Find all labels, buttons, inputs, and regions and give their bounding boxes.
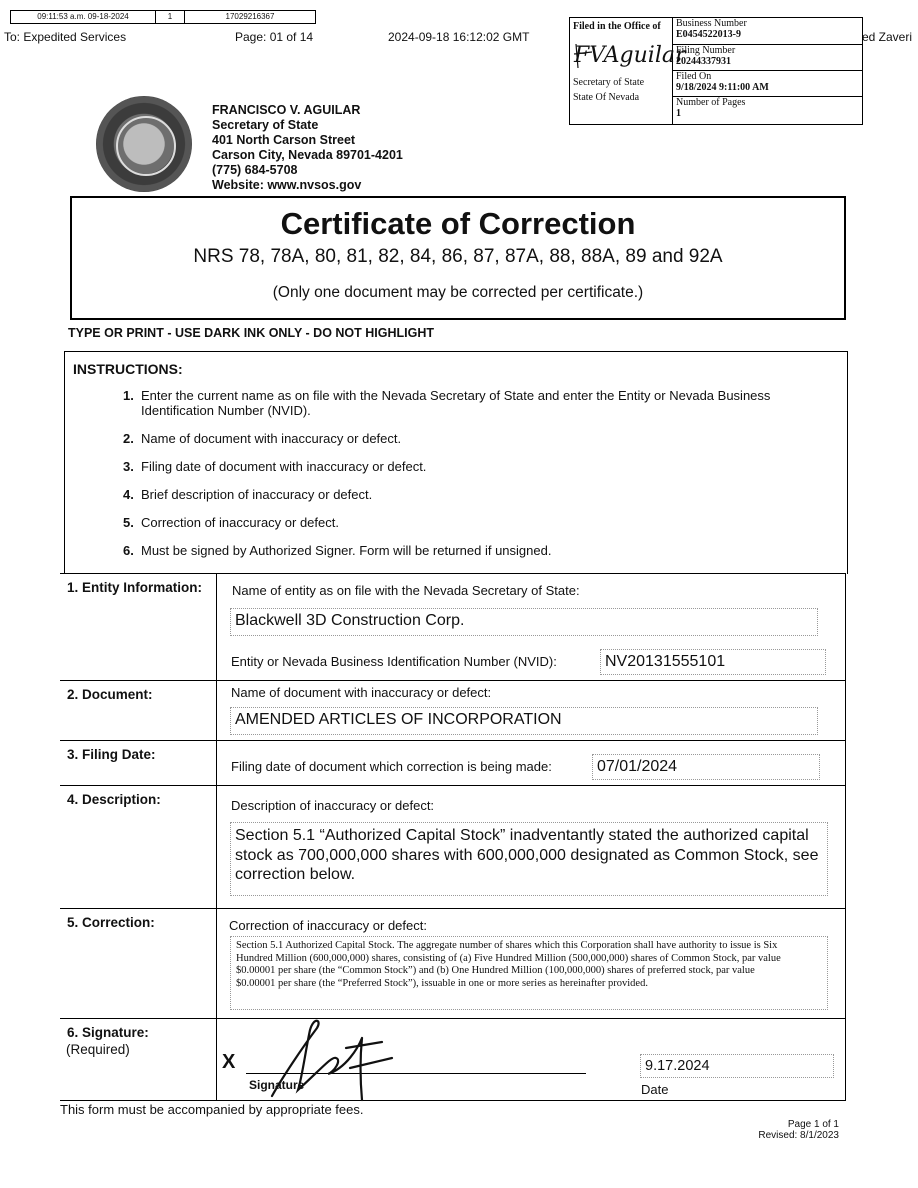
- filed-on-value: 9/18/2024 9:11:00 AM: [676, 82, 769, 93]
- description-field[interactable]: Section 5.1 “Authorized Capital Stock” inadventantly stated the authorized capital stock as 700,000,000 shares with 600,000,000 designated as Common Stock, see correction below.: [230, 822, 828, 896]
- instructions-box: [64, 351, 848, 574]
- instruction-text: Filing date of document with inaccuracy or defect.: [141, 459, 427, 474]
- office-website: Website: www.nvsos.gov: [212, 178, 362, 192]
- instruction-number: 5.: [123, 515, 134, 530]
- title-box: [70, 196, 846, 320]
- nvid-field[interactable]: NV20131555101: [600, 649, 826, 675]
- signature-line-label: Signature: [249, 1078, 305, 1092]
- filing-stamp: [569, 17, 863, 125]
- business-number-label: Business Number: [676, 18, 747, 29]
- instruction-number: 3.: [123, 459, 134, 474]
- entity-label: 1. Entity Information:: [67, 580, 202, 595]
- fees-note: This form must be accompanied by appropriate fees.: [60, 1102, 364, 1117]
- fax-to: To: Expedited Services: [4, 30, 127, 44]
- filed-on-label: Filed On: [676, 71, 712, 82]
- instruction-text: Must be signed by Authorized Signer. Form will be returned if unsigned.: [141, 543, 552, 558]
- stamp-state: State Of Nevada: [573, 92, 640, 103]
- stamp-filed-in: Filed in the Office of: [573, 21, 661, 32]
- signature-scribble-icon: [262, 1008, 402, 1104]
- page-title: Certificate of Correction: [280, 206, 636, 241]
- office-city: Carson City, Nevada 89701-4201: [212, 148, 403, 162]
- entity-name-field[interactable]: Blackwell 3D Construction Corp.: [230, 608, 818, 636]
- fax-from: ed Zaveri: [862, 30, 913, 44]
- entity-name-label: Name of entity as on file with the Nevada Secretary of State:: [232, 583, 580, 598]
- fax-time: 09:11:53 a.m. 09-18-2024: [10, 10, 156, 24]
- business-number-value: E0454522013-9: [676, 29, 741, 40]
- fax-page-number: 1: [155, 10, 185, 24]
- instruction-number: 6.: [123, 543, 134, 558]
- signature-date-label: Date: [641, 1082, 669, 1097]
- signature-date-field[interactable]: 9.17.2024: [640, 1054, 834, 1078]
- stamp-filing-number: [673, 45, 862, 71]
- secretary-signature-icon: [572, 36, 686, 72]
- instruction-number: 4.: [123, 487, 134, 502]
- correction-sub-label: Correction of inaccuracy or defect:: [229, 918, 427, 933]
- revised-date: Revised: 8/1/2023: [758, 1130, 839, 1141]
- office-title: Secretary of State: [212, 118, 319, 132]
- filing-date-field[interactable]: 07/01/2024: [592, 754, 820, 780]
- office-street: 401 North Carson Street: [212, 133, 356, 147]
- nrs-line: NRS 78, 78A, 80, 81, 82, 84, 86, 87, 87A, 88, 88A, 89 and 92A: [193, 246, 723, 267]
- filing-number-label: Filing Number: [676, 45, 736, 56]
- signature-required: (Required): [66, 1042, 130, 1057]
- description-sub-label: Description of inaccuracy or defect:: [231, 798, 435, 813]
- stamp-office: [570, 18, 686, 124]
- document-sub-label: Name of document with inaccuracy or defect:: [231, 685, 492, 700]
- type-print-note: TYPE OR PRINT - USE DARK INK ONLY - DO NOT HIGHLIGHT: [68, 326, 434, 340]
- instruction-text: Enter the current name as on file with the Nevada Secretary of State and enter the Entity or Nevada Business Identification Number (NVID).: [141, 388, 771, 418]
- filing-date-sub-label: Filing date of document which correction is being made:: [231, 759, 552, 774]
- instruction-text: Brief description of inaccuracy or defect.: [141, 487, 373, 502]
- instruction-number: 2.: [123, 431, 134, 446]
- fax-number: 17029216367: [184, 10, 316, 24]
- nvid-label: Entity or Nevada Business Identification Number (NVID):: [231, 654, 557, 669]
- nevada-seal-icon: [96, 96, 192, 192]
- office-phone: (775) 684-5708: [212, 163, 298, 177]
- fax-page: Page: 01 of 14: [235, 30, 314, 44]
- instruction-text: Name of document with inaccuracy or defect.: [141, 431, 402, 446]
- document-label: 2. Document:: [67, 687, 153, 702]
- fax-timestamp: 2024-09-18 16:12:02 GMT: [388, 30, 530, 44]
- page-of: Page 1 of 1: [787, 1119, 839, 1130]
- instructions-title: INSTRUCTIONS:: [73, 361, 183, 377]
- signature-label: 6. Signature:: [67, 1025, 149, 1040]
- description-label: 4. Description:: [67, 792, 161, 807]
- stamp-business-number: [673, 18, 862, 45]
- filing-date-label: 3. Filing Date:: [67, 747, 156, 762]
- office-address: [212, 103, 403, 193]
- one-document-note: (Only one document may be corrected per certificate.): [272, 284, 644, 301]
- correction-text: Section 5.1 Authorized Capital Stock. The aggregate number of shares which this Corporation shall have authority to issue is Six Hundred Million (600,000,000) shares, consisting of (a) Five Hundred Million (500,000,000) shares of Common Stock, par value $0.00001 per share (the “Common Stock”) and (b) One Hundred Million (100,000,000) shares of preferred stock, par value $0.00001 per share (the “Preferred Stock”), issuable in one or more series as hereinafter provided.: [236, 940, 781, 989]
- correction-label: 5. Correction:: [67, 915, 155, 930]
- secretary-signature-text: FVAguilar: [574, 43, 686, 68]
- office-name: FRANCISCO V. AGUILAR: [212, 103, 361, 117]
- document-name-field[interactable]: AMENDED ARTICLES OF INCORPORATION: [230, 707, 818, 735]
- instruction-number: 1.: [123, 388, 134, 403]
- pages-value: 1: [676, 108, 681, 119]
- instruction-text: Correction of inaccuracy or defect.: [141, 515, 339, 530]
- stamp-filed-on: [673, 71, 862, 97]
- filing-number-value: 20244337931: [676, 56, 731, 67]
- pages-label: Number of Pages: [676, 97, 746, 108]
- stamp-secretary: Secretary of State: [573, 77, 645, 88]
- signature-x-mark: X: [222, 1051, 236, 1073]
- stamp-pages: [673, 97, 862, 124]
